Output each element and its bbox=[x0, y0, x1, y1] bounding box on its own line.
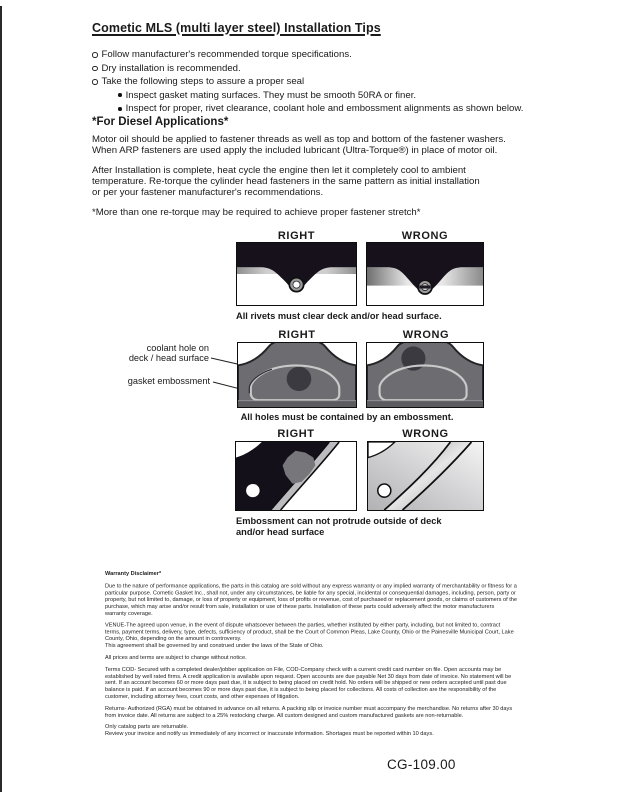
paragraph: Motor oil should be applied to fastener threads as well as top and bottom of the fastener washers. When ARP fasteners are used apply the included lubricant (Ultra-Torque®) in place of motor oil. bbox=[92, 134, 506, 156]
open-bullet-icon bbox=[92, 66, 98, 72]
warranty-paragraph: This agreement shall be governed by and construed under the laws of the State of Ohio. bbox=[105, 642, 324, 649]
section-heading: *For Diesel Applications* bbox=[92, 116, 229, 128]
list-item-text: Take the following steps to assure a proper seal bbox=[101, 76, 305, 88]
rivet-clearance-wrong-illustration bbox=[367, 243, 483, 305]
rivet-clearance-right-illustration bbox=[237, 243, 356, 305]
caption-embossment: Embossment can not protrude outside of deck and/or head surface bbox=[236, 516, 442, 537]
embossment-wrong-illustration bbox=[368, 442, 483, 510]
warranty-disclaimer bbox=[105, 570, 517, 737]
open-bullet-icon bbox=[92, 52, 98, 58]
coolant-hole bbox=[287, 367, 312, 391]
page-title: Cometic MLS (multi layer steel) Installation Tips bbox=[92, 21, 381, 35]
deck-interference-bar bbox=[419, 285, 431, 288]
annotation-gasket-embossment: gasket embossment bbox=[127, 376, 210, 386]
rivet-center bbox=[293, 281, 300, 288]
installation-tips-list bbox=[92, 48, 523, 116]
warranty-paragraph: Only catalog parts are returnable. bbox=[105, 723, 189, 730]
page-code: CG-109.00 bbox=[387, 757, 456, 772]
list-item bbox=[92, 62, 523, 76]
bullet-icon bbox=[118, 93, 122, 97]
diagram-rivet-wrong bbox=[366, 242, 484, 306]
embossment-right-illustration bbox=[236, 442, 356, 510]
diagram-emboss-right bbox=[235, 441, 357, 511]
bottom-strip bbox=[367, 401, 483, 407]
warranty-paragraph: All prices and terms are subject to change without notice. bbox=[105, 653, 247, 661]
warranty-paragraph: Review your invoice and notify us immediately of any incorrect or inaccurate information. Shortages must be reported within 10 days. bbox=[105, 730, 434, 737]
diagram-emboss-wrong bbox=[367, 441, 484, 511]
list-item-text: Inspect for proper, rivet clearance, coolant hole and embossment alignments as shown below. bbox=[125, 103, 524, 115]
warranty-paragraph: Due to the nature of performance applications, the parts in this catalog are sold without any express warranty or any implied warranty of merchantability or fitness for a particular purpose. Cometic Gasket Inc., shall not, under any circumstances, be liable for any special, incidental or consequential damages, including, person, party or property, but not limited to, damage, or loss of property or equipment, loss of profits or revenue, cost of purchased or replacement goods, or claims of customers of the purchase, which may arise and/or result from sale, installation or use of these parts. Installation of these parts could adversely affect the motor manufacturers warranty coverage. bbox=[105, 582, 518, 617]
right-label: RIGHT bbox=[277, 230, 316, 242]
diagram-rivet-right bbox=[236, 242, 357, 306]
bolt-hole bbox=[246, 484, 259, 497]
list-item-text: Dry installation is recommended. bbox=[101, 62, 241, 74]
list-subitem bbox=[118, 89, 523, 103]
right-label: RIGHT bbox=[277, 428, 315, 440]
list-item-text: Inspect gasket mating surfaces. They must be smooth 50RA or finer. bbox=[125, 89, 417, 101]
paragraph: After Installation is complete, heat cycle the engine then let it completely cool to ambient temperature. Re-torque the cylinder head fasteners in the same pattern as initial installation or per your fastener manufacturer's recommendations. bbox=[92, 165, 480, 198]
coolant-hole-right-illustration bbox=[238, 343, 356, 407]
bullet-icon bbox=[118, 107, 122, 111]
warranty-paragraph: Returns- Authorized (RGA) must be obtained in advance on all returns. A packing slip or invoice number must accompany the merchandise. No returns after 30 days from invoice date. All returns are subject to a 25% restocking charge. All custom designed and custom manufactured gaskets are non-returnable. bbox=[105, 704, 513, 719]
bottom-strip bbox=[238, 401, 356, 407]
caption-holes: All holes must be contained by an embossment. bbox=[240, 412, 454, 422]
open-bullet-icon bbox=[92, 79, 98, 85]
diagram-area bbox=[0, 226, 618, 541]
wrong-label: WRONG bbox=[401, 230, 449, 242]
list-item bbox=[92, 48, 523, 62]
bolt-hole bbox=[378, 484, 391, 497]
list-item-text: Follow manufacturer's recommended torque specifications. bbox=[101, 49, 352, 60]
list-subitem bbox=[118, 102, 523, 116]
wrong-label: WRONG bbox=[402, 329, 450, 341]
caption-rivets: All rivets must clear deck and/or head surface. bbox=[236, 311, 442, 321]
list-item bbox=[92, 75, 523, 89]
diagram-holes-wrong bbox=[366, 342, 484, 408]
annotation-coolant-hole: coolant hole on deck / head surface bbox=[128, 343, 209, 363]
diagram-holes-right bbox=[237, 342, 357, 408]
right-label: RIGHT bbox=[278, 329, 316, 341]
paragraph: *More than one re-torque may be required to achieve proper fastener stretch* bbox=[92, 207, 421, 218]
warranty-paragraph: Terms COD- Secured with a completed dealer/jobber application on File, COD-Company check with a current credit card number on file. Open accounts may be established by well rated firms. A credit application is available upon request. Open accounts are due payable Net 30 days from date of invoice. No statement will be sent. If an account becomes 60 or more days past due, it is subject to being placed on credit hold. No orders will be shipped or new orders accepted until past due balance is paid. If an account becomes 90 or more days past due, it is subject to being placed for collections. All costs of collection are the responsibility of the customer, including attorney fees, court costs, and other expenses of litigation. bbox=[105, 665, 512, 700]
warranty-paragraph: VENUE-The agreed upon venue, in the event of dispute whatsoever between the parties, whether instituted by either party, including, but not limited to, contract terms, payment terms, delivery, type, defects, sufficiency of product, shall be the Court of Common Pleas, Lake County, Ohio or the Painesville Municipal Court, Lake County, Ohio, depending on the amount in controversy. bbox=[105, 621, 514, 642]
diesel-applications-section bbox=[92, 117, 506, 227]
warranty-heading: Warranty Disclaimer* bbox=[105, 570, 162, 577]
wrong-label: WRONG bbox=[402, 428, 449, 440]
coolant-hole-wrong-illustration bbox=[367, 343, 483, 407]
